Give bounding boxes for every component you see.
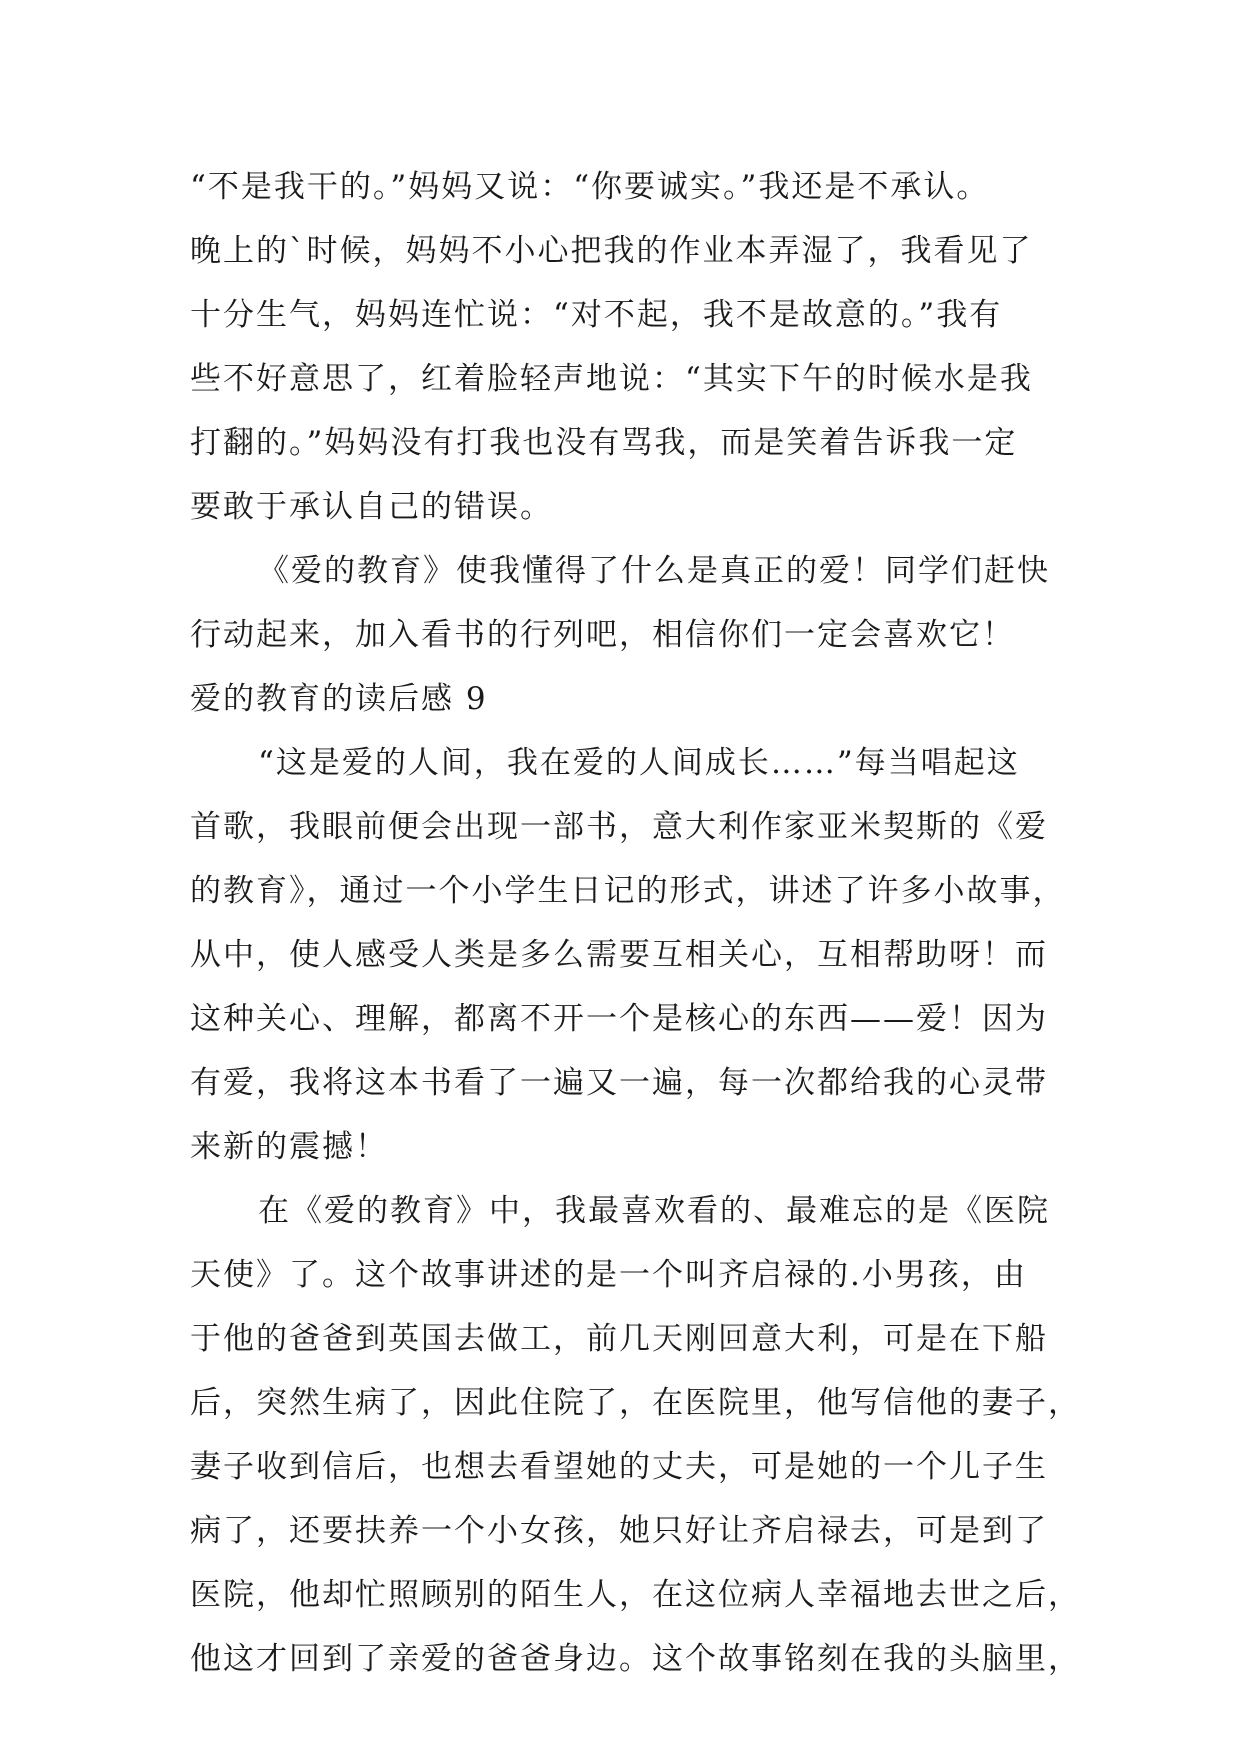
paragraph-line: 有爱，我将这本书看了一遍又一遍，每一次都给我的心灵带 <box>190 1065 1048 1101</box>
paragraph-3 <box>190 731 1070 1179</box>
paragraph-line: 病了，还要扶养一个小女孩，她只好让齐启禄去，可是到了 <box>190 1513 1048 1549</box>
paragraph-line: 后，突然生病了，因此住院了，在医院里，他写信他的妻子， <box>190 1385 1081 1421</box>
paragraph-line: 首歌，我眼前便会出现一部书，意大利作家亚米契斯的《爱 <box>190 809 1048 845</box>
paragraph-line: 十分生气，妈妈连忙说：“对不起，我不是故意的。”我有 <box>190 297 1003 333</box>
paragraph-line: 行动起来，加入看书的行列吧，相信你们一定会喜欢它！ <box>190 617 1015 653</box>
paragraph-line: 他这才回到了亲爱的爸爸身边。这个故事铭刻在我的头脑里， <box>190 1641 1081 1677</box>
paragraph-line: 的教育》，通过一个小学生日记的形式，讲述了许多小故事， <box>190 873 1066 909</box>
paragraph-line: 要敢于承认自己的错误。 <box>190 489 553 525</box>
paragraph-line: 打翻的。”妈妈没有打我也没有骂我，而是笑着告诉我一定 <box>190 425 1018 461</box>
paragraph-line: “这是爱的人间，我在爱的人间成长……”每当唱起这 <box>258 745 1020 781</box>
paragraph-line: 在《爱的教育》中，我最喜欢看的、最难忘的是《医院 <box>258 1193 1050 1229</box>
paragraph-line: 于他的爸爸到英国去做工，前几天刚回意大利，可是在下船 <box>190 1321 1048 1357</box>
section-title: 爱的教育的读后感 9 <box>190 681 488 717</box>
paragraph-line: 天使》了。这个故事讲述的是一个叫齐启禄的.小男孩，由 <box>190 1257 1027 1293</box>
paragraph-line: 些不好意思了，红着脸轻声地说：“其实下午的时候水是我 <box>190 361 1033 397</box>
paragraph-line: 妻子收到信后，也想去看望她的丈夫，可是她的一个儿子生 <box>190 1449 1048 1485</box>
paragraph-2 <box>190 539 1070 667</box>
paragraph-line: 从中，使人感受人类是多么需要互相关心，互相帮助呀！而 <box>190 937 1048 973</box>
document-body <box>190 155 1081 1691</box>
paragraph-line: 这种关心、理解，都离不开一个是核心的东西——爱！因为 <box>190 1001 1048 1037</box>
paragraph-line: 医院，他却忙照顾别的陌生人，在这位病人幸福地去世之后， <box>190 1577 1081 1613</box>
paragraph-line: 晚上的`时候，妈妈不小心把我的作业本弄湿了，我看见了 <box>190 233 1033 269</box>
paragraph-1 <box>190 155 1070 539</box>
paragraph-line: “不是我干的。”妈妈又说：“你要诚实。”我还是不承认。 <box>190 169 990 205</box>
paragraph-4 <box>190 1179 1081 1691</box>
paragraph-line: 《爱的教育》使我懂得了什么是真正的爱！同学们赶快 <box>258 553 1050 589</box>
paragraph-line: 来新的震撼！ <box>190 1129 388 1165</box>
